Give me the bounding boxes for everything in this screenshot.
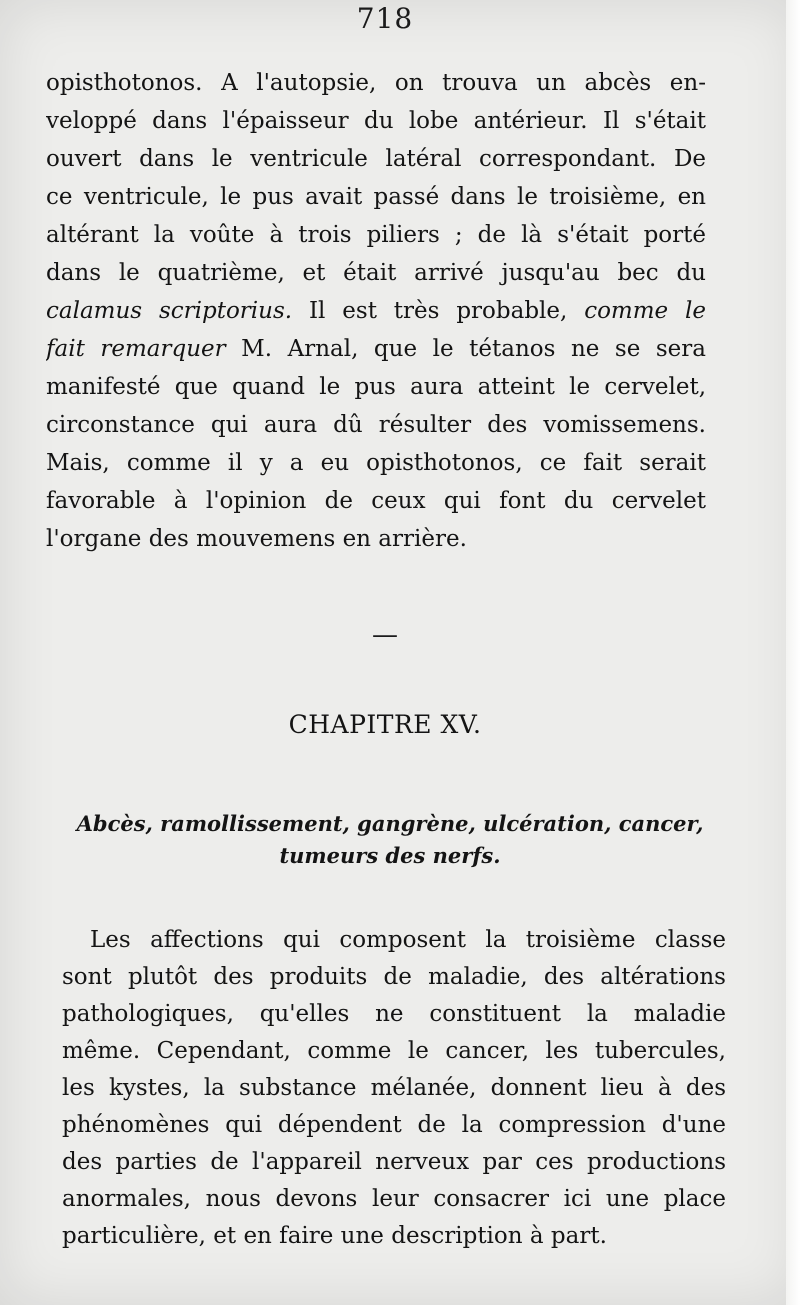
text-line: des parties de l'appareil nerveux par ces productions xyxy=(62,1149,726,1175)
page-number: 718 xyxy=(356,2,414,35)
text-line: veloppé dans l'épaisseur du lobe antérieur. Il s'était xyxy=(46,108,706,134)
text-line: Les affections qui composent la troisième classe xyxy=(90,927,726,953)
chapter-subtitle xyxy=(60,808,720,872)
text-line: anormales, nous devons leur consacrer ici une place xyxy=(62,1186,726,1212)
paragraph-intro xyxy=(62,922,726,1255)
subtitle-line: tumeurs des nerfs. xyxy=(279,843,501,868)
text-line: circonstance qui aura dû résulter des vomissemens. xyxy=(46,412,706,438)
text-line: Mais, comme il y a eu opisthotonos, ce fait serait xyxy=(46,450,706,476)
text-line xyxy=(46,330,706,368)
text-line: sont plutôt des produits de maladie, des altérations xyxy=(62,964,726,990)
text-line: dans le quatrième, et était arrivé jusqu'au bec du xyxy=(46,260,706,286)
text-line: favorable à l'opinion de ceux qui font du cervelet xyxy=(46,488,706,514)
text-line: opisthotonos. A l'autopsie, on trouva un abcès en- xyxy=(46,70,706,96)
page-edge xyxy=(786,0,800,1305)
text-line: ouvert dans le ventricule latéral correspondant. De xyxy=(46,146,706,172)
text-line xyxy=(46,292,706,330)
text-line: les kystes, la substance mélanée, donnent lieu à des xyxy=(62,1075,726,1101)
text-run: M. Arnal, que le tétanos ne se sera xyxy=(225,336,706,362)
text-line: particulière, et en faire une description à part. xyxy=(62,1223,607,1249)
text-line: l'organe des mouvemens en arrière. xyxy=(46,526,467,552)
text-run: Il est très probable, xyxy=(292,298,585,324)
paragraph-continuation xyxy=(46,64,706,558)
text-line: phénomènes qui dépendent de la compression d'une xyxy=(62,1112,726,1138)
text-line: même. Cependant, comme le cancer, les tubercules, xyxy=(62,1038,726,1064)
italic-text: comme le xyxy=(584,298,706,324)
text-line: altérant la voûte à trois piliers ; de là s'était porté xyxy=(46,222,706,248)
section-separator: — xyxy=(372,620,398,650)
text-line: manifesté que quand le pus aura atteint le cervelet, xyxy=(46,374,706,400)
italic-text: calamus scriptorius. xyxy=(46,298,293,324)
italic-text: fait remarquer xyxy=(46,336,226,362)
chapter-title: CHAPITRE XV. xyxy=(288,710,482,739)
text-line: pathologiques, qu'elles ne constituent la maladie xyxy=(62,1001,726,1027)
subtitle-line: Abcès, ramollissement, gangrène, ulcération, cancer, xyxy=(76,811,704,836)
text-line: ce ventricule, le pus avait passé dans le troisième, en xyxy=(46,184,706,210)
